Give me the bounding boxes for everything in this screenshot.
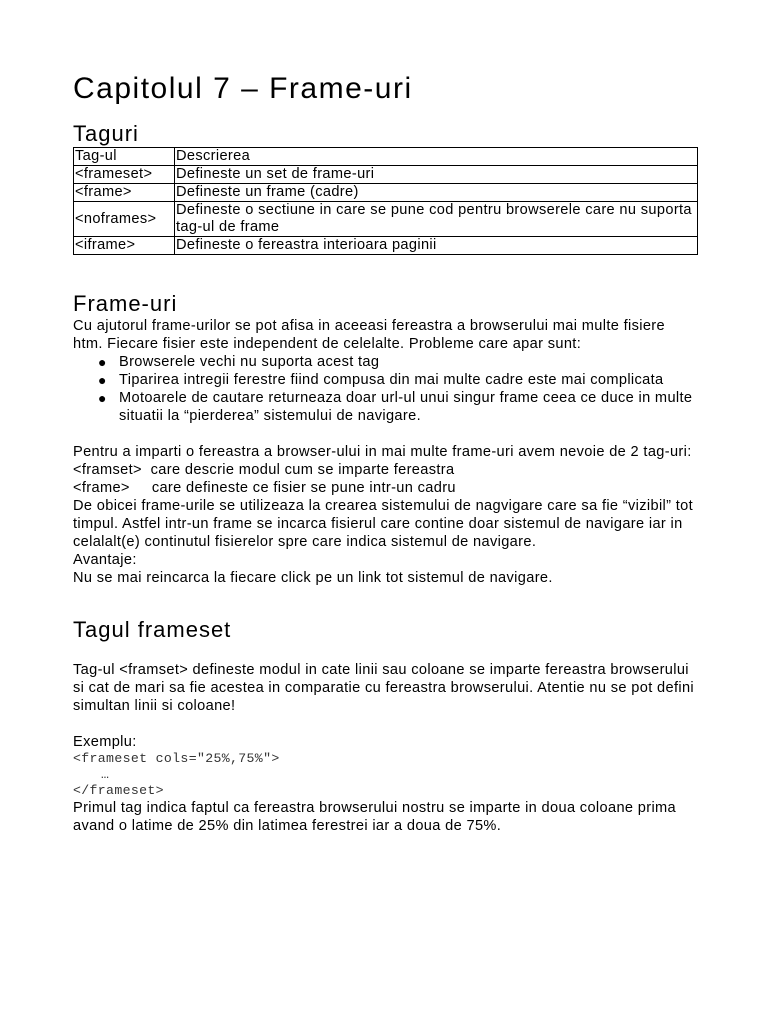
list-item-text: Browserele vechi nu suporta acest tag bbox=[119, 354, 380, 370]
table-header-cell: Tag-ul bbox=[74, 148, 175, 166]
section-heading-taguri: Taguri bbox=[73, 121, 139, 146]
list-item bbox=[98, 353, 698, 371]
tag-frame-line: <frame> care defineste ce fisier se pune intr-un cadru bbox=[73, 480, 456, 496]
code-line-ellipsis: … bbox=[101, 767, 110, 782]
frameset-explanation-paragraph: Primul tag indica faptul ca fereastra browserului nostru se imparte in doua coloane prima avand o latime de 25% din latimea ferestrei iar a doua de 75%. bbox=[73, 800, 677, 834]
advantages-text: Nu se mai reincarca la fiecare click pe un link tot sistemul de navigare. bbox=[73, 570, 553, 586]
table-cell-tag: <noframes> bbox=[74, 202, 175, 237]
page-title: Capitolul 7 – Frame-uri bbox=[73, 72, 413, 105]
list-item-text: Tiparirea intregii ferestre fiind compusa din mai multe cadre este mai complicata bbox=[119, 372, 664, 388]
table-row bbox=[74, 166, 698, 184]
table-row bbox=[74, 237, 698, 255]
table-row bbox=[74, 202, 698, 237]
table-row bbox=[74, 184, 698, 202]
code-line-open: <frameset cols="25%,75%"> bbox=[73, 751, 280, 766]
section-heading-frame-uri: Frame-uri bbox=[73, 291, 178, 316]
bullet-icon: ● bbox=[98, 372, 107, 388]
frames-usage-paragraph: De obicei frame-urile se utilizeaza la crearea sistemului de nagvigare care sa fie “vizibil” tot timpul. Astfel intr-un frame se incarca fisierul care contine doar sistemul de navigare iar in celalalt(e) continutul fisierelor spre care indica sistemul de navigare. bbox=[73, 498, 694, 550]
tags-table bbox=[73, 147, 698, 255]
table-cell-tag: <frameset> bbox=[74, 166, 175, 184]
frames-paragraph-two-tags: Pentru a imparti o fereastra a browser-ului in mai multe frame-uri avem nevoie de 2 tag-uri: bbox=[73, 444, 692, 460]
list-item bbox=[98, 389, 698, 425]
table-header-row bbox=[74, 148, 698, 166]
table-header-cell: Descrierea bbox=[175, 148, 698, 166]
advantages-label: Avantaje: bbox=[73, 552, 137, 568]
example-label: Exemplu: bbox=[73, 734, 137, 750]
table-cell-description: Defineste o fereastra interioara paginii bbox=[175, 237, 698, 255]
frames-intro-paragraph: Cu ajutorul frame-urilor se pot afisa in aceeasi fereastra a browserului mai multe fisiere htm. Fiecare fisier este independent de celelalte. Probleme care apar sunt: bbox=[73, 318, 665, 352]
bullet-icon: ● bbox=[98, 354, 107, 370]
section-heading-tagul-frameset: Tagul frameset bbox=[73, 617, 232, 642]
code-line-close: </frameset> bbox=[73, 783, 164, 798]
list-item-text: Motoarele de cautare returneaza doar url-ul unui singur frame ceea ce duce in multe situatii la “pierderea” sistemului de navigare. bbox=[119, 390, 693, 424]
document-content bbox=[73, 72, 698, 835]
tag-framset-line: <framset> care descrie modul cum se imparte fereastra bbox=[73, 462, 455, 478]
table-cell-tag: <iframe> bbox=[74, 237, 175, 255]
table-cell-description: Defineste un set de frame-uri bbox=[175, 166, 698, 184]
bullet-icon: ● bbox=[98, 390, 107, 406]
table-cell-tag: <frame> bbox=[74, 184, 175, 202]
table-cell-description: Defineste o sectiune in care se pune cod pentru browserele care nu suporta tag-ul de frame bbox=[175, 202, 698, 237]
problems-list bbox=[73, 353, 698, 425]
list-item bbox=[98, 371, 698, 389]
table-cell-description: Defineste un frame (cadre) bbox=[175, 184, 698, 202]
frameset-paragraph: Tag-ul <framset> defineste modul in cate linii sau coloane se imparte fereastra browserului si cat de mari sa fie acestea in comparatie cu fereastra browserului. Atentie nu se pot defini simultan linii si coloane! bbox=[73, 662, 695, 714]
